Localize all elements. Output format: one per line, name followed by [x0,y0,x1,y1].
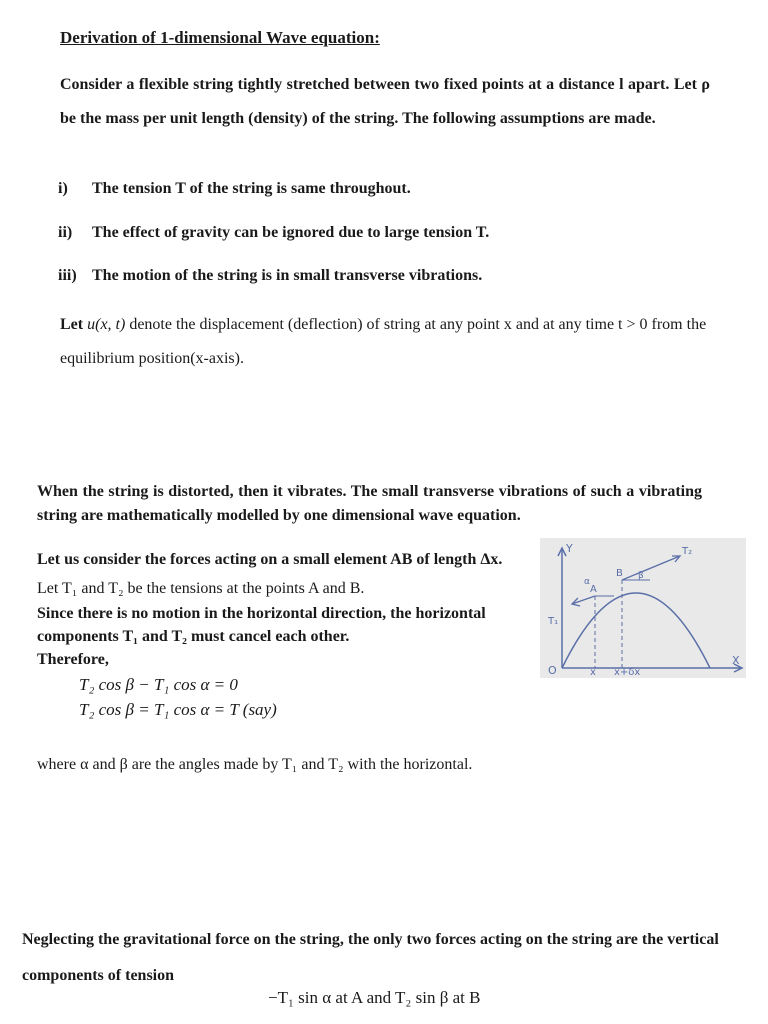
label-t2: T₂ [682,546,693,557]
assumption-item [58,224,489,242]
label-t1: T₁ [548,616,559,627]
assumption-number: iii) [58,267,77,284]
forces-line-horizontal: Since there is no motion in the horizontal direction, the horizontal components T₁ and T₂ must cancel each other. [37,605,486,645]
forces-block [37,548,507,721]
page-title: Derivation of 1-dimensional Wave equation: [60,28,380,47]
assumption-number: ii) [58,224,73,241]
displacement-lead: Let [60,316,84,333]
label-point-b: B [616,568,623,579]
tension-t2-vector [622,556,680,580]
equation-horizontal-balance: T₂ cos β − T₁ cos α = 0 [79,675,238,694]
label-point-a: A [590,584,597,595]
label-alpha: α [584,577,590,587]
vertical-components-equation: −T₁ sin α at A and T₂ sin β at B [268,988,481,1007]
forces-line-tensions: Let T₁ and T₂ be the tensions at the points A and B. [37,580,365,597]
string-curve [562,593,710,668]
label-x-plus-dx: x+δx [614,667,641,678]
assumption-item [58,180,411,198]
displacement-paragraph [60,308,710,376]
label-origin: O [548,664,557,677]
label-x-axis: X [732,654,740,667]
vibration-paragraph: When the string is distorted, then it vibrates. The small transverse vibrations of such a vibrating string are mathematically modelled by one dimensional wave equation. [37,483,702,524]
label-beta: β [638,571,644,581]
intro-paragraph: Consider a flexible string tightly stretched between two fixed points at a distance l apart. Let ρ be the mass per unit length (density) of the string. The following assumptions are made. [60,76,710,127]
equation-tension-t: T₂ cos β = T₁ cos α = T (say) [79,700,277,719]
angles-note: where α and β are the angles made by T₁ and T₂ with the horizontal. [37,756,473,773]
displacement-rest: denote the displacement (deflection) of string at any point x and at any time t > 0 from the equilibrium position(x-axis). [60,316,707,367]
neglecting-paragraph: Neglecting the gravitational force on the string, the only two forces acting on the string are the vertical components of tension [22,931,719,984]
assumption-number: i) [58,180,68,197]
forces-line-therefore: Therefore, [37,651,109,668]
forces-line-element: Let us consider the forces acting on a small element AB of length Δx. [37,551,503,568]
label-x: x [590,667,596,678]
assumption-text: The tension T of the string is same throughout. [92,180,411,197]
assumption-item [58,267,482,285]
string-diagram [540,538,746,678]
assumption-text: The motion of the string is in small transverse vibrations. [92,267,483,284]
displacement-symbol: u(x, t) [87,316,126,333]
label-y-axis: Y [566,542,573,555]
string-element-figure [540,538,746,678]
assumption-text: The effect of gravity can be ignored due to large tension T. [92,224,490,241]
